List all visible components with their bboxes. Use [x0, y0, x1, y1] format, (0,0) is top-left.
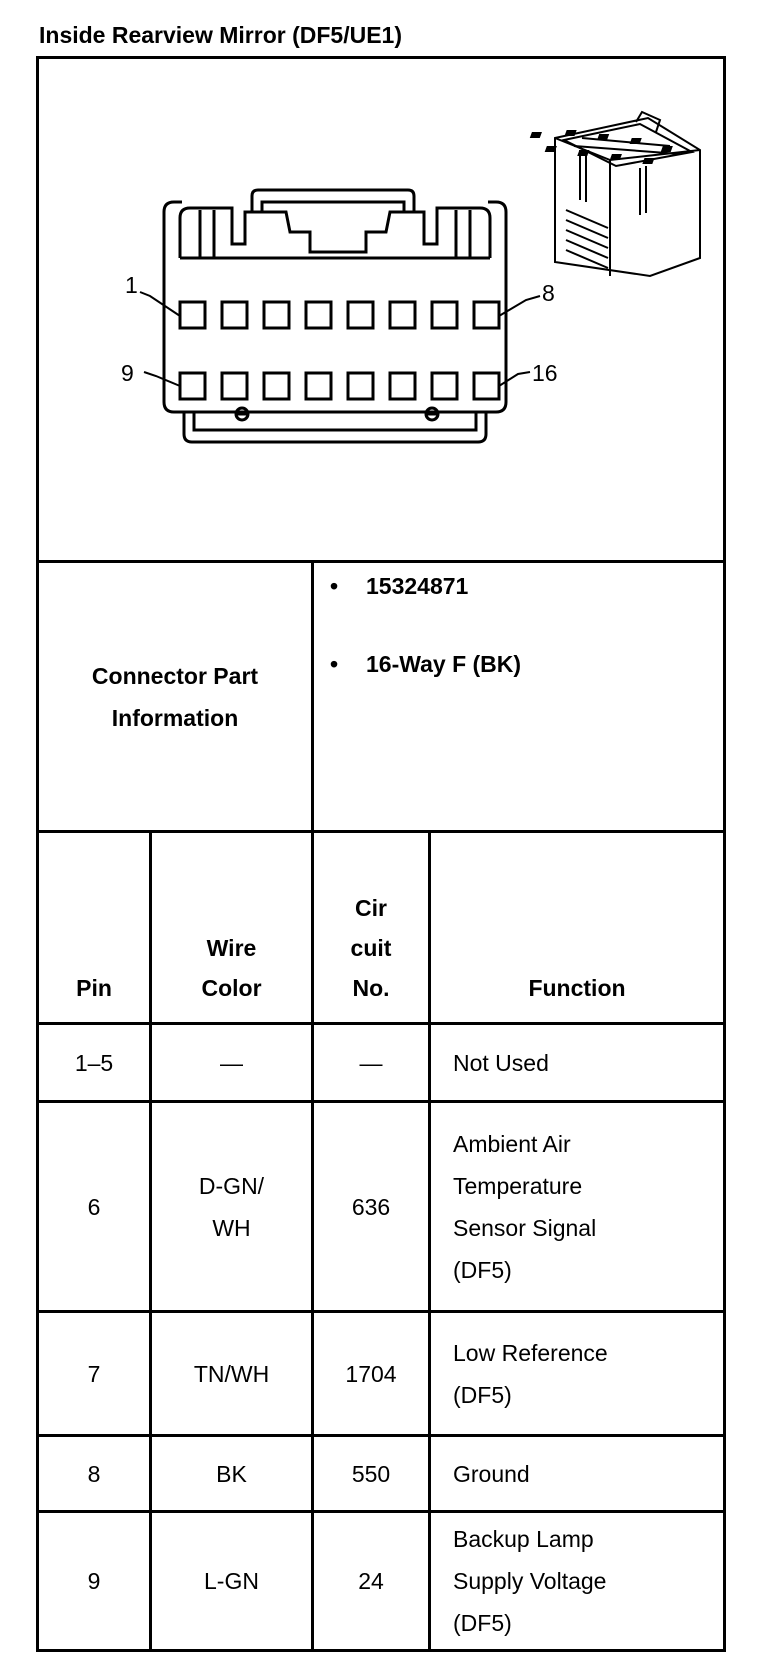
part-number: 15324871	[366, 572, 469, 599]
connector-info-item	[330, 566, 521, 606]
header-wire-color	[152, 833, 311, 1022]
connector-info-label-text: Connector Part Information	[91, 662, 259, 731]
pin-label-8: 8	[542, 280, 555, 306]
function-text: Low Reference (DF5)	[453, 1339, 608, 1408]
table-row-cell-function	[431, 1313, 723, 1434]
connector-info-label	[39, 563, 311, 830]
table-row-cell-circuit: 636	[351, 1193, 391, 1220]
header-pin	[39, 833, 149, 1022]
pin-label-1: 1	[125, 272, 138, 298]
connector-type: 16-Way F (BK)	[366, 650, 522, 677]
table-row-cell-circuit: 24	[358, 1568, 384, 1594]
table-row-cell-circuit: 1704	[345, 1360, 397, 1387]
table-row-cell-wire: —	[220, 1049, 243, 1076]
header-function-text: Function	[528, 975, 626, 1001]
bullet-icon: •	[330, 650, 339, 677]
cavity-row-1	[180, 302, 499, 328]
pin-label-16: 16	[532, 360, 558, 386]
header-wire-color-text: Wire Color	[201, 935, 262, 1001]
table-row-cell-function	[431, 1513, 723, 1649]
header-circuit-no-text: Cir cuit No.	[350, 895, 392, 1001]
connector-bottom-flange	[184, 412, 486, 442]
table-row-cell-circuit: 550	[351, 1460, 391, 1487]
table-row-cell-pin: 8	[87, 1460, 101, 1487]
table-row-cell-function: Ground	[453, 1460, 530, 1487]
connector-body-outline	[164, 252, 506, 412]
connector-iso-view	[555, 112, 700, 276]
table-row-cell-pin: 6	[87, 1193, 101, 1220]
wire-color-text: D-GN/ WH	[198, 1172, 265, 1241]
table-row-cell-wire: BK	[216, 1460, 247, 1487]
function-text: Ambient Air Temperature Sensor Signal (DF5)	[453, 1130, 597, 1283]
bullet-icon: •	[330, 572, 339, 599]
header-function	[431, 833, 723, 1022]
header-pin-text: Pin	[76, 975, 112, 1001]
table-row-cell-wire	[152, 1103, 311, 1310]
table-row-cell-wire: L-GN	[204, 1568, 259, 1594]
table-row-cell-circuit: —	[359, 1049, 383, 1076]
function-text: Backup Lamp Supply Voltage (DF5)	[453, 1526, 607, 1636]
cavity-row-2	[180, 373, 499, 399]
table-row-cell-pin: 7	[87, 1360, 101, 1387]
table-row-cell-wire: TN/WH	[193, 1360, 270, 1387]
connector-body-top	[180, 208, 490, 258]
connector-info-list	[330, 566, 521, 722]
table-row-cell-function	[431, 1103, 723, 1310]
pin-label-9: 9	[121, 360, 134, 386]
header-circuit-no	[314, 833, 428, 1022]
table-row-cell-pin: 1–5	[74, 1049, 114, 1076]
table-row-cell-pin: 9	[87, 1568, 101, 1594]
table-row-cell-function: Not Used	[453, 1049, 549, 1076]
page-title: Inside Rearview Mirror (DF5/UE1)	[39, 22, 402, 48]
connector-info-item	[330, 644, 521, 684]
